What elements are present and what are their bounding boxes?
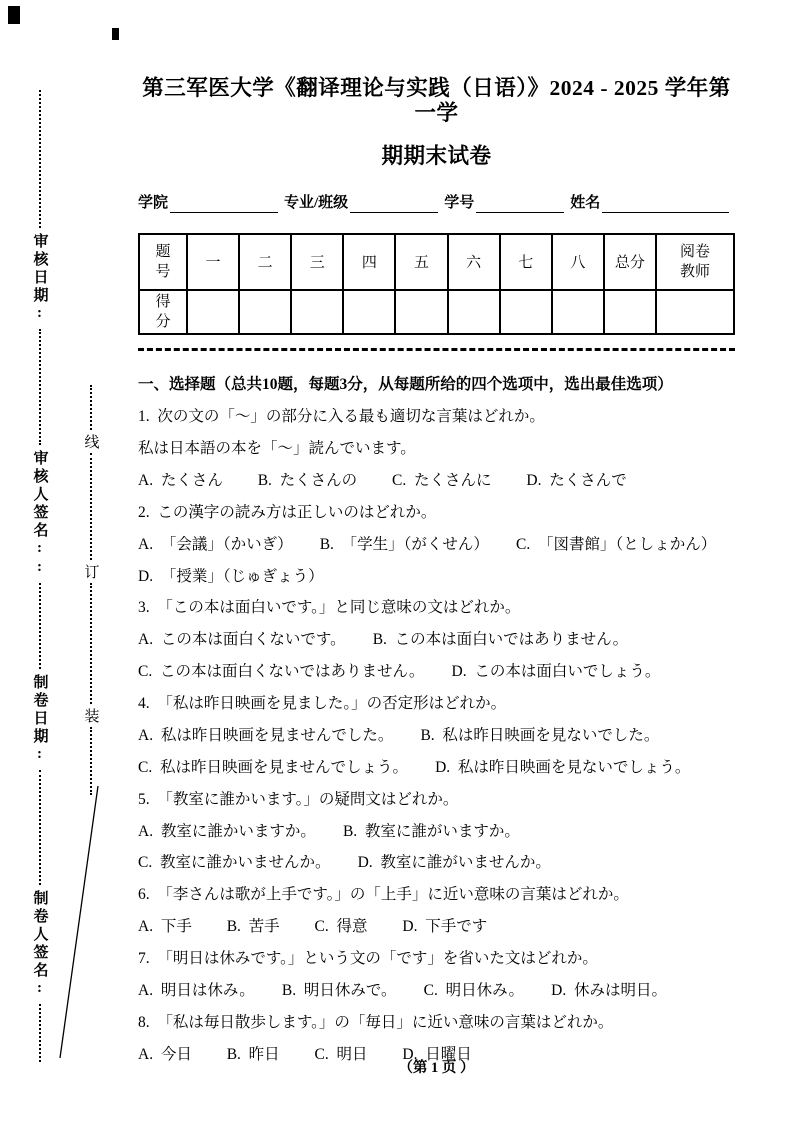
score-col-2: 二: [239, 234, 291, 290]
score-cell: [187, 290, 239, 335]
major-class-label: 专业/班级: [284, 194, 349, 211]
question-7-line: 7. 「明日は休みです。」という文の「です」を省いた文はどれか。: [138, 950, 598, 968]
score-cell: [552, 290, 604, 335]
student-id-blank: [476, 195, 564, 213]
registration-mark: [112, 28, 119, 40]
score-cell: [448, 290, 500, 335]
question-4-line: C. 私は昨日映画を見ませんでしょう。 D. 私は昨日映画を見ないでしょう。: [138, 758, 691, 776]
score-col-6: 六: [448, 234, 500, 290]
score-table-header-row: [139, 234, 734, 290]
grader-header: 阅卷教师: [656, 234, 734, 290]
dotted-line-segment: [39, 329, 41, 444]
dotted-line-segment: [39, 1004, 41, 1062]
question-3-line: A. この本は面白くないです。 B. この本は面白いではありません。: [138, 631, 629, 649]
registration-mark: [8, 6, 20, 24]
score-table: [138, 233, 735, 336]
question-6-line: A. 下手 B. 苦手 C. 得意 D. 下手です: [138, 918, 488, 936]
dashed-cut-line: [138, 348, 735, 351]
page-number-footer: （第 1 页 ）: [398, 1060, 475, 1076]
score-col-total: 总分: [604, 234, 656, 290]
question-3-line: 3. 「この本は面白いです。」と同じ意味の文はどれか。: [138, 599, 521, 617]
score-cell: [343, 290, 395, 335]
score-col-3: 三: [291, 234, 343, 290]
school-blank: [170, 195, 278, 213]
review-date-label: 审核日期:: [31, 233, 48, 325]
question-2-line: 2. この漢字の読み方は正しいのはどれか。: [138, 503, 437, 521]
binding-char: 装: [82, 707, 99, 723]
dotted-line-segment: [39, 90, 41, 228]
score-col-5: 五: [395, 234, 447, 290]
school-label: 学院: [138, 194, 169, 211]
score-cell: [291, 290, 343, 335]
binding-char: 线: [82, 434, 99, 450]
left-margin-stamp-column: [27, 90, 53, 1062]
dotted-line-segment: [90, 727, 92, 795]
paper-maker-signature-label: 制卷人签名:: [31, 890, 48, 1000]
question-1-line: 私は日本語の本を「～」読んでいます。: [138, 440, 416, 458]
question-1-line: 1. 次の文の「～」の部分に入る最も適切な言葉はどれか。: [138, 408, 545, 426]
question-5-line: 5. 「教室に誰かいます。」の疑問文はどれか。: [138, 790, 459, 808]
question-4-line: 4. 「私は昨日映画を見ました。」の否定形はどれか。: [138, 695, 507, 713]
question-7-line: A. 明日は休み。 B. 明日休みで。 C. 明日休み。 D. 休みは明日。: [138, 981, 667, 999]
score-header: 得分: [139, 290, 187, 335]
question-6-line: 6. 「李さんは歌が上手です。」の「上手」に近い意味の言葉はどれか。: [138, 886, 629, 904]
binding-line-column: [80, 385, 102, 795]
score-cell: [239, 290, 291, 335]
question-8-line: A. 今日 B. 昨日 C. 明日 D. 日曜日: [138, 1045, 472, 1063]
question-4-line: A. 私は昨日映画を見ませんでした。 B. 私は昨日映画を見ないでした。: [138, 726, 660, 744]
reviewer-signature-label: 审核人签名::: [31, 449, 48, 578]
question-3-line: C. この本は面白くないではありません。 D. この本は面白いでしょう。: [138, 663, 661, 681]
exam-title-line2: 期期末试卷: [381, 143, 492, 168]
section-heading: 一、选择题（总共10题，每题3分，从每题所给的四个选项中，选出最佳选项）: [138, 376, 673, 394]
question-2-line: D. 「授業」（じゅぎょう）: [138, 567, 324, 585]
name-blank: [602, 195, 729, 213]
dotted-line-segment: [39, 770, 41, 885]
question-1-line: A. たくさん B. たくさんの C. たくさんに D. たくさんで: [138, 471, 627, 489]
score-col-7: 七: [500, 234, 552, 290]
question-8-line: 8. 「私は毎日散歩します。」の「毎日」に近い意味の言葉はどれか。: [138, 1013, 614, 1031]
major-class-blank: [350, 195, 438, 213]
question-5-line: C. 教室に誰かいませんか。 D. 教室に誰がいませんか。: [138, 854, 551, 872]
student-info-row: [138, 191, 735, 213]
paper-making-date-label: 制卷日期:: [31, 674, 48, 766]
dotted-line-segment: [90, 453, 92, 559]
score-col-8: 八: [552, 234, 604, 290]
dotted-line-segment: [39, 583, 41, 669]
score-table-score-row: [139, 290, 734, 335]
question-5-line: A. 教室に誰かいますか。 B. 教室に誰がいますか。: [138, 822, 520, 840]
student-id-label: 学号: [444, 194, 475, 211]
score-cell-grader: [656, 290, 734, 335]
score-cell: [500, 290, 552, 335]
questions-list: [138, 407, 735, 1064]
score-col-1: 一: [187, 234, 239, 290]
question-number-header: 题号: [139, 234, 187, 290]
score-cell-total: [604, 290, 656, 335]
dotted-line-segment: [90, 385, 92, 430]
question-2-line: A. 「会議」（かいぎ） B. 「学生」（がくせん） C. 「図書館」（としょかん）: [138, 535, 717, 553]
name-label: 姓名: [570, 194, 601, 211]
score-col-4: 四: [343, 234, 395, 290]
binding-char: 订: [82, 563, 99, 579]
score-cell: [395, 290, 447, 335]
main-content: [138, 76, 735, 1077]
exam-title-line1: 第三军医大学《翻译理论与实践（日语）》2024 - 2025 学年第一学: [142, 76, 731, 125]
dotted-line-segment: [90, 583, 92, 704]
